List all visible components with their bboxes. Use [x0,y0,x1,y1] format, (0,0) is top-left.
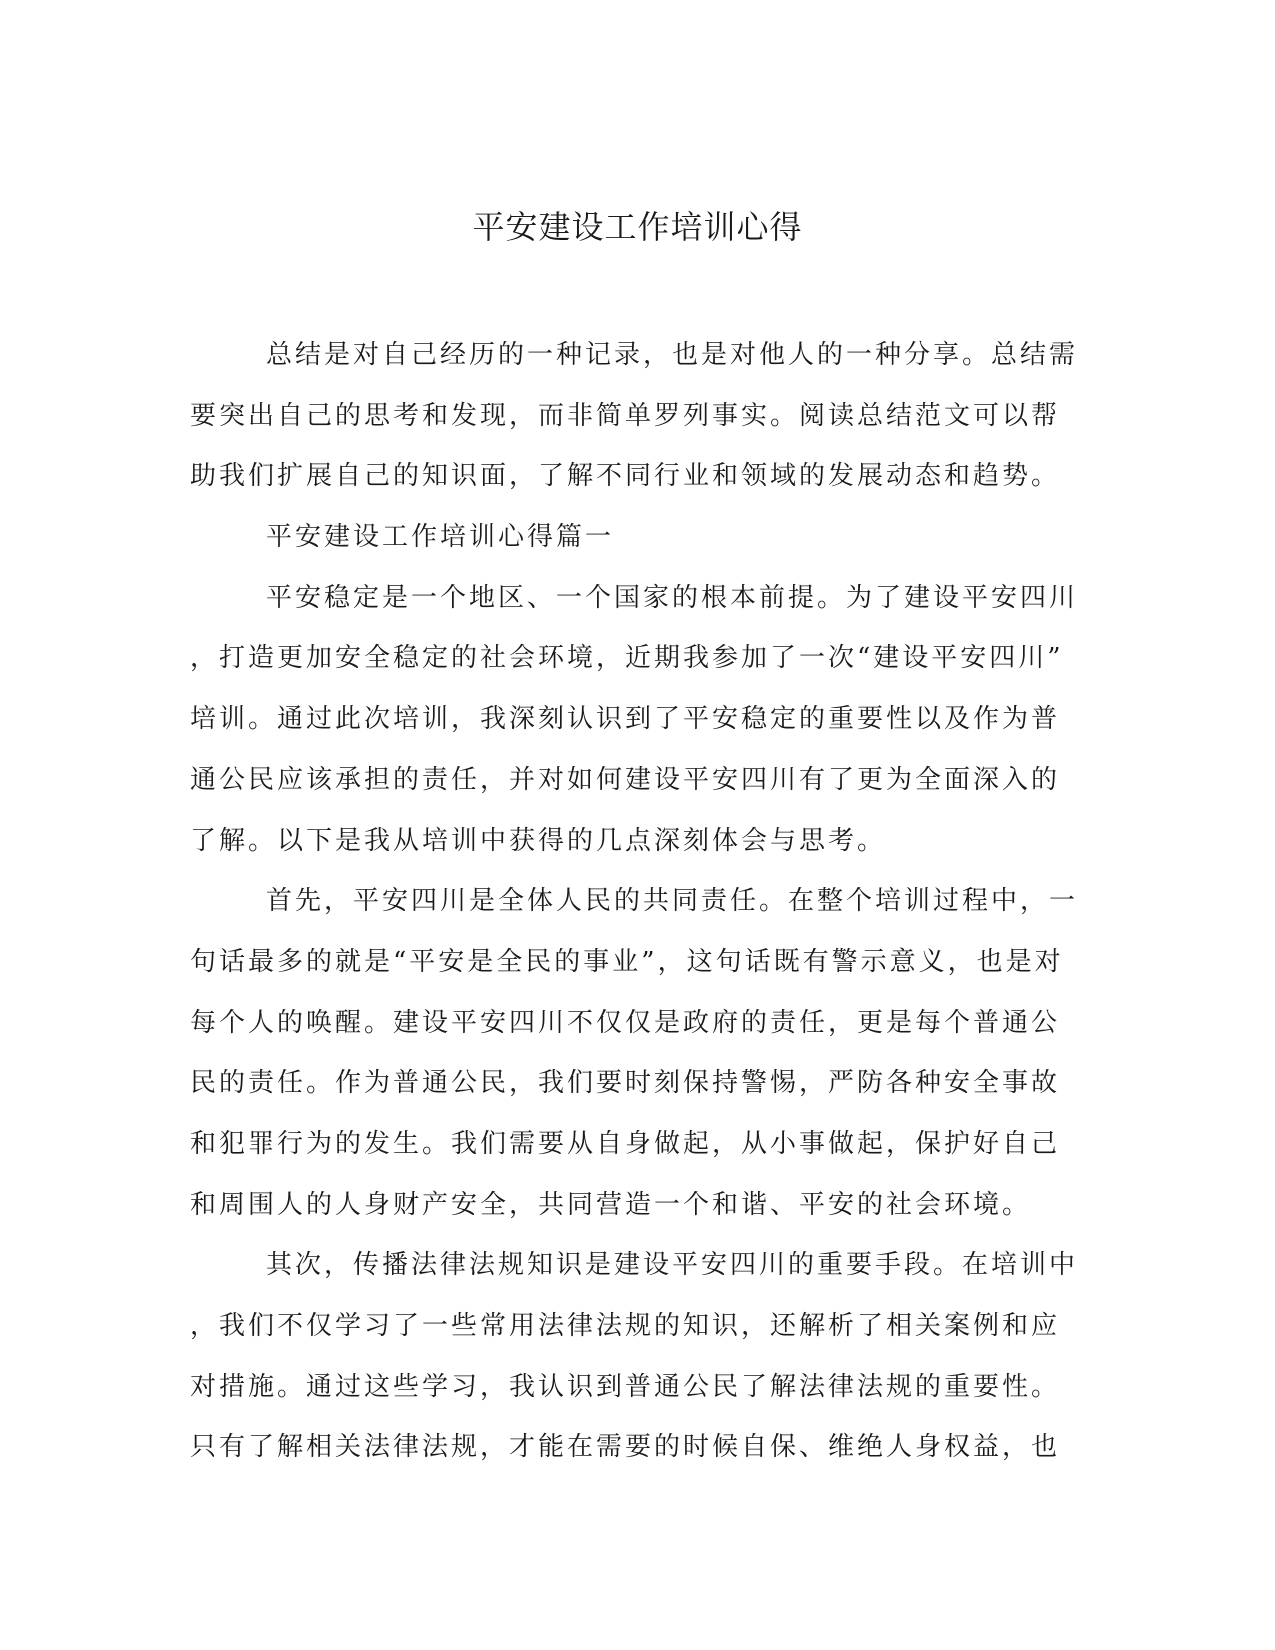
body-line: ，打造更加安全稳定的社会环境，近期我参加了一次“建设平安四川” [190,643,1064,674]
body-line: 和周围人的人身财产安全，共同营造一个和谐、平安的社会环境。 [190,1189,1032,1220]
body-line: 其次，传播法律法规知识是建设平安四川的重要手段。在培训中 [266,1250,1079,1281]
body-line: 了解。以下是我从培训中获得的几点深刻体会与思考。 [190,825,887,856]
document-title: 平安建设工作培训心得 [472,208,803,246]
body-line: 要突出自己的思考和发现，而非简单罗列事实。阅读总结范文可以帮 [190,400,1061,431]
body-line: 总结是对自己经历的一种记录，也是对他人的一种分享。总结需 [266,340,1079,370]
body-line: 每个人的唤醒。建设平安四川不仅仅是政府的责任，更是每个普通公 [190,1007,1061,1038]
body-line: ，我们不仅学习了一些常用法律法规的知识，还解析了相关案例和应 [190,1311,1061,1341]
body-line: 民的责任。作为普通公民，我们要时刻保持警惕，严防各种安全事故 [190,1068,1061,1099]
section-heading: 平安建设工作培训心得篇一 [266,522,615,553]
body-line: 句话最多的就是“平安是全民的事业”，这句话既有警示意义，也是对 [190,946,1064,977]
body-line: 和犯罪行为的发生。我们需要从自身做起，从小事做起，保护好自己 [190,1128,1061,1159]
body-line: 首先，平安四川是全体人民的共同责任。在整个培训过程中，一 [266,886,1079,917]
body-line: 助我们扩展自己的知识面，了解不同行业和领域的发展动态和趋势。 [190,461,1061,492]
body-line: 培训。通过此次培训，我深刻认识到了平安稳定的重要性以及作为普 [190,704,1061,735]
document-body [190,325,1090,1478]
body-line: 通公民应该承担的责任，并对如何建设平安四川有了更为全面深入的 [190,764,1061,795]
body-line: 平安稳定是一个地区、一个国家的根本前提。为了建设平安四川 [266,582,1079,613]
body-line: 对措施。通过这些学习，我认识到普通公民了解法律法规的重要性。 [190,1371,1061,1402]
body-line: 只有了解相关法律法规，才能在需要的时候自保、维绝人身权益，也 [190,1432,1061,1463]
